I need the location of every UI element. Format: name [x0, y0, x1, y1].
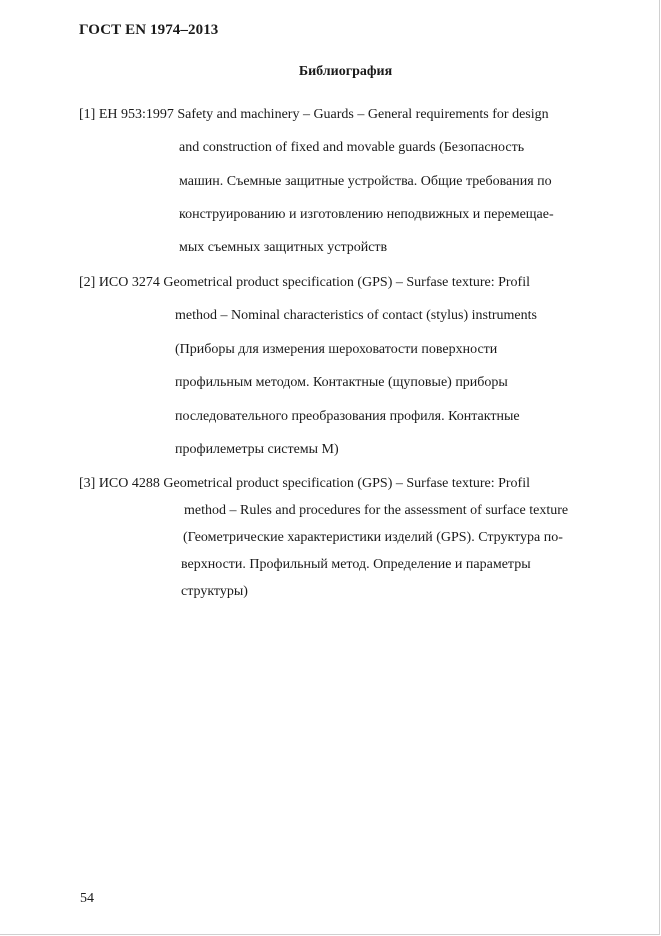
entry-line: [1] EH 953:1997 Safety and machinery – Guards – General requirements for design [79, 107, 549, 122]
entry-line: структуры) [181, 584, 248, 599]
entry-line: профильным методом. Контактные (щуповые) приборы [175, 375, 508, 390]
entry-line: method – Rules and procedures for the assessment of surface texture [184, 503, 569, 518]
entry-line: (Геометрические характеристики изделий (GPS). Структура по- [183, 530, 563, 545]
entry-line: последовательного преобразования профиля. Контактные [175, 409, 520, 424]
document-header: ГОСТ EN 1974–2013 [79, 22, 219, 38]
entry-line: (Приборы для измерения шероховатости поверхности [175, 342, 498, 357]
entry-line: профилеметры системы М) [175, 442, 339, 457]
entry-line: мых съемных защитных устройств [179, 240, 388, 255]
entry-line: and construction of fixed and movable guards (Безопасность [179, 140, 525, 155]
entry-line: method – Nominal characteristics of contact (stylus) instruments [175, 308, 537, 323]
page-number: 54 [80, 891, 94, 906]
bibliography-title: Библиография [298, 64, 393, 79]
entry-line: [2] ИСО 3274 Geometrical product specification (GPS) – Surfase texture: Profil [79, 275, 531, 290]
entry-line: [3] ИСО 4288 Geometrical product specification (GPS) – Surfase texture: Profil [79, 476, 531, 491]
entry-line: машин. Съемные защитные устройства. Общие требования по [179, 174, 552, 189]
entry-line: верхности. Профильный метод. Определение и параметры [181, 557, 531, 572]
entry-line: конструированию и изготовлению неподвижных и перемещае- [179, 207, 554, 222]
